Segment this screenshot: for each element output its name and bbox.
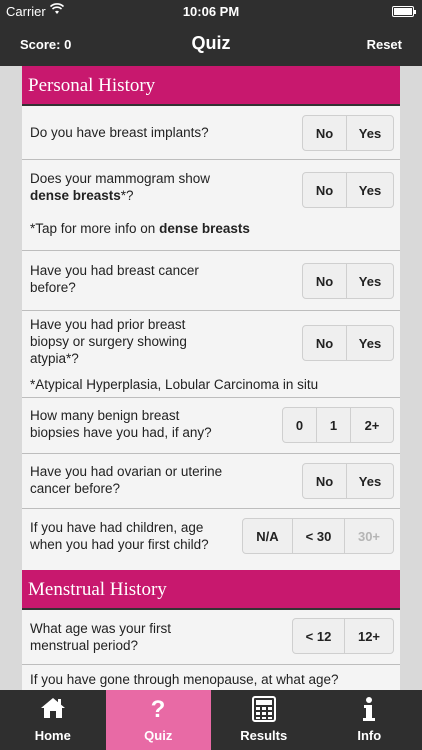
dense-breasts-link[interactable]: dense breasts — [30, 188, 121, 203]
question-first-period-age — [22, 610, 400, 665]
question-text: Do you have breast implants? — [30, 125, 209, 140]
benign-1-button[interactable]: 1 — [317, 408, 351, 442]
page-title: Quiz — [191, 33, 231, 53]
menstrual-under12-button[interactable]: < 12 — [293, 619, 345, 653]
biopsy-segmented-control — [302, 325, 394, 361]
nav-bar — [0, 22, 422, 66]
info-icon — [317, 696, 422, 722]
reset-button[interactable]: Reset — [366, 37, 402, 52]
quiz-panel — [22, 66, 400, 690]
ovarian-yes-button[interactable]: Yes — [358, 473, 382, 489]
benign-segmented-control — [282, 407, 394, 443]
question-text: Does your mammogram show dense breasts*? — [30, 171, 211, 203]
implants-no-button[interactable]: No — [303, 116, 347, 150]
ovarian-segmented-control — [302, 463, 394, 499]
svg-text:?: ? — [150, 696, 166, 722]
cancer-segmented-control — [302, 263, 394, 299]
question-text: Have you had prior breast biopsy or surgery showing atypia*? — [30, 317, 187, 366]
children-30plus-button[interactable]: 30+ — [357, 528, 381, 544]
implants-yes-button[interactable]: Yes — [358, 125, 382, 141]
benign-0-button[interactable]: 0 — [283, 408, 317, 442]
question-text: If you have gone through menopause, at what age? — [30, 672, 339, 687]
question-first-child-age — [22, 509, 400, 564]
dense-info-note[interactable]: *Tap for more info on dense breasts — [30, 221, 250, 236]
question-text: Have you had breast cancer before? — [30, 263, 199, 295]
dense-segmented-control — [302, 172, 394, 208]
tab-label: Home — [34, 728, 71, 743]
calculator-icon — [211, 696, 317, 722]
question-dense-breasts — [22, 160, 400, 251]
implants-segmented-control — [302, 115, 394, 151]
ovarian-no-button[interactable]: No — [303, 464, 347, 498]
question-biopsy-atypia — [22, 311, 400, 398]
question-implants — [22, 106, 400, 160]
status-bar — [0, 0, 422, 22]
tab-quiz[interactable] — [106, 690, 212, 750]
tab-label: Info — [357, 728, 382, 743]
dense-no-button[interactable]: No — [303, 173, 347, 207]
home-icon — [0, 696, 106, 722]
question-icon — [106, 696, 212, 722]
score-label: Score: 0 — [20, 37, 72, 52]
tab-results[interactable] — [211, 690, 317, 750]
benign-2plus-button[interactable]: 2+ — [364, 417, 380, 433]
battery-icon — [392, 6, 414, 17]
children-na-button[interactable]: N/A — [243, 519, 293, 553]
biopsy-yes-button[interactable]: Yes — [358, 335, 382, 351]
clock: 10:06 PM — [182, 4, 240, 19]
atypia-note: *Atypical Hyperplasia, Lobular Carcinoma in situ — [30, 377, 319, 392]
children-under30-button[interactable]: < 30 — [293, 519, 345, 553]
carrier-label: Carrier — [6, 4, 46, 19]
tab-label: Quiz — [144, 728, 173, 743]
biopsy-no-button[interactable]: No — [303, 326, 347, 360]
section-header-menstrual: Menstrual History — [22, 570, 400, 610]
tab-info[interactable] — [317, 690, 422, 750]
section-header-personal: Personal History — [22, 66, 400, 106]
question-text: If you have had children, age when you had your first child? — [30, 520, 209, 552]
dense-yes-button[interactable]: Yes — [358, 182, 382, 198]
tab-home[interactable] — [0, 690, 106, 750]
question-text: How many benign breast biopsies have you had, if any? — [30, 408, 212, 440]
question-menopause-age — [22, 665, 400, 690]
question-ovarian-cancer — [22, 454, 400, 509]
tab-label: Results — [240, 728, 288, 743]
question-text: What age was your first menstrual period? — [30, 621, 172, 653]
question-breast-cancer — [22, 251, 400, 311]
tab-bar — [0, 690, 422, 750]
question-text: Have you had ovarian or uterine cancer before? — [30, 464, 223, 496]
cancer-yes-button[interactable]: Yes — [358, 273, 382, 289]
question-benign-biopsies — [22, 398, 400, 454]
quiz-content[interactable] — [0, 66, 422, 690]
children-segmented-control — [242, 518, 394, 554]
menstrual-12plus-button[interactable]: 12+ — [357, 628, 381, 644]
cancer-no-button[interactable]: No — [303, 264, 347, 298]
menstrual-segmented-control — [292, 618, 394, 654]
